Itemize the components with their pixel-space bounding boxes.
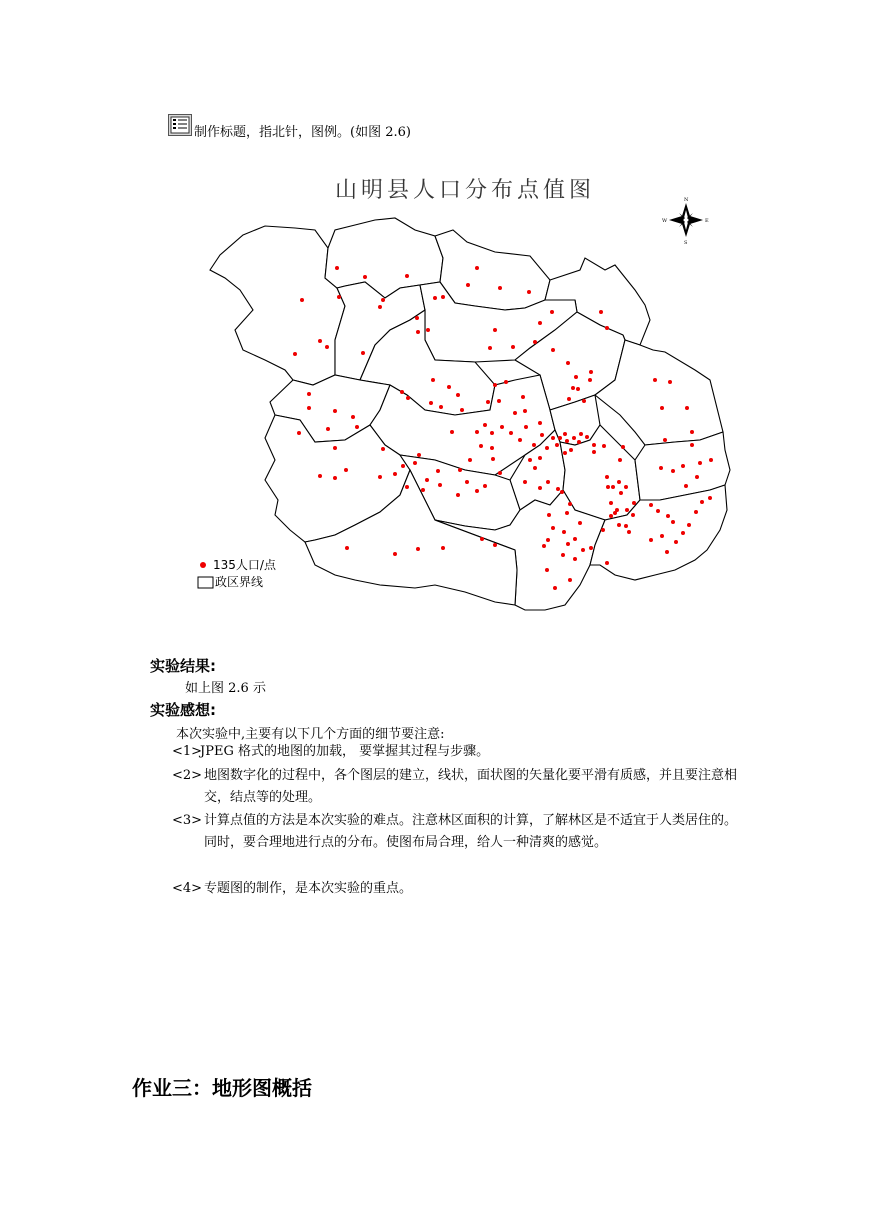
legend-tool-icon (168, 114, 192, 136)
map-title: 山明县人口分布点值图 (335, 178, 596, 203)
population-dot (504, 380, 508, 384)
region-n2 (435, 230, 550, 310)
population-dot (533, 466, 537, 470)
population-dot (363, 275, 367, 279)
population-dot (351, 415, 355, 419)
population-dot (475, 266, 479, 270)
population-dot (690, 443, 694, 447)
population-dot (558, 436, 562, 440)
population-dot (566, 542, 570, 546)
population-dot (378, 305, 382, 309)
population-dot (542, 544, 546, 548)
population-dot (456, 493, 460, 497)
population-dot (491, 457, 495, 461)
population-dot (405, 274, 409, 278)
map-legend (198, 557, 277, 589)
reflection-intro: 本次实验中,主要有以下几个方面的细节要注意: (176, 727, 445, 742)
population-dot (439, 405, 443, 409)
population-dot (547, 513, 551, 517)
population-dot (609, 501, 613, 505)
population-dot (361, 351, 365, 355)
population-dot (671, 469, 675, 473)
population-dot (561, 553, 565, 557)
population-dot (611, 485, 615, 489)
population-dot (563, 432, 567, 436)
population-dot (456, 393, 460, 397)
population-dot (466, 283, 470, 287)
population-dot (546, 538, 550, 542)
population-dot (695, 475, 699, 479)
population-dot (649, 503, 653, 507)
population-dot (577, 440, 581, 444)
population-dot (318, 339, 322, 343)
population-dot (605, 561, 609, 565)
population-dot (381, 298, 385, 302)
population-dot (479, 444, 483, 448)
population-dot (618, 458, 622, 462)
population-dot (433, 296, 437, 300)
population-dot (649, 538, 653, 542)
population-dot (582, 399, 586, 403)
population-dot (553, 586, 557, 590)
population-dot (540, 433, 544, 437)
population-dot (602, 444, 606, 448)
population-dot (528, 458, 532, 462)
population-dot (450, 430, 454, 434)
population-dot (518, 438, 522, 442)
population-dot (551, 348, 555, 352)
population-dot (631, 513, 635, 517)
population-dot (694, 510, 698, 514)
population-dot (381, 447, 385, 451)
population-dot (568, 578, 572, 582)
map-regions (210, 218, 730, 610)
list-item-text: 地图数字化的过程中，各个图层的建立，线状，面状图的矢量化要平滑有质感，并且要注意相交，结点等的处理。 (204, 768, 738, 805)
population-dot (571, 386, 575, 390)
legend-boundary-icon (198, 577, 213, 588)
population-dot (333, 446, 337, 450)
population-dot (567, 397, 571, 401)
population-dot (589, 546, 593, 550)
population-dot (538, 456, 542, 460)
population-dot (297, 431, 301, 435)
population-dot (524, 425, 528, 429)
population-dot (436, 469, 440, 473)
population-dot (599, 310, 603, 314)
population-dot (490, 431, 494, 435)
list-item-number: <3> (172, 813, 203, 828)
population-dot (400, 390, 404, 394)
population-dot (406, 396, 410, 400)
population-dot (521, 395, 525, 399)
population-dot (415, 316, 419, 320)
population-dot (523, 480, 527, 484)
compass-e: E (705, 218, 709, 224)
population-dot (300, 298, 304, 302)
population-dot (483, 484, 487, 488)
population-dot (568, 502, 572, 506)
population-dot (475, 489, 479, 493)
population-dot (625, 508, 629, 512)
list-item-text: 专题图的制作，是本次实验的重点。 (204, 881, 413, 896)
population-dot (556, 487, 560, 491)
population-dot (438, 483, 442, 487)
population-dot (560, 490, 564, 494)
population-dot (307, 392, 311, 396)
population-dot (293, 352, 297, 356)
population-dot (511, 345, 515, 349)
population-dot (538, 486, 542, 490)
list-item-text: JPEG 格式的地图的加载， 要掌握其过程与步骤。 (200, 744, 490, 759)
population-dot (700, 500, 704, 504)
population-dot (326, 427, 330, 431)
population-dot (307, 406, 311, 410)
population-dot (416, 547, 420, 551)
population-dot (486, 400, 490, 404)
population-dot (513, 411, 517, 415)
population-dot (488, 346, 492, 350)
population-dot (605, 326, 609, 330)
population-dot (333, 409, 337, 413)
population-dot (572, 436, 576, 440)
population-dot (533, 340, 537, 344)
population-dot (401, 464, 405, 468)
population-dot (493, 543, 497, 547)
population-dot (318, 474, 322, 478)
population-dot (538, 421, 542, 425)
population-dot (497, 399, 501, 403)
population-dot (413, 461, 417, 465)
population-dot (666, 514, 670, 518)
population-dot (681, 531, 685, 535)
population-dot (426, 328, 430, 332)
population-dot (429, 401, 433, 405)
population-dot (498, 286, 502, 290)
results-text: 如上图 2.6 示 (185, 681, 266, 696)
population-dot (684, 484, 688, 488)
population-dot (421, 488, 425, 492)
population-dot (621, 445, 625, 449)
population-dot (617, 523, 621, 527)
population-dot (665, 550, 669, 554)
reflection-heading: 实验感想: (150, 701, 216, 719)
population-dot (613, 511, 617, 515)
results-heading: 实验结果: (150, 657, 216, 675)
population-dot (624, 524, 628, 528)
population-dot (698, 461, 702, 465)
population-dot (441, 295, 445, 299)
population-dot (579, 432, 583, 436)
population-dot (532, 443, 536, 447)
population-dot (619, 491, 623, 495)
population-dot (687, 523, 691, 527)
population-dot (581, 548, 585, 552)
population-dot (592, 450, 596, 454)
intro-text: 制作标题，指北针，图例。(如图 2.6) (194, 125, 411, 140)
population-dot (663, 438, 667, 442)
population-dot (681, 464, 685, 468)
population-dot (431, 378, 435, 382)
population-dot (592, 443, 596, 447)
population-dot (498, 471, 502, 475)
population-dot (601, 528, 605, 532)
population-dot (656, 509, 660, 513)
population-dot (335, 266, 339, 270)
population-dot (490, 446, 494, 450)
population-dot (441, 546, 445, 550)
population-dot (475, 430, 479, 434)
population-dot (483, 423, 487, 427)
population-dot (578, 521, 582, 525)
population-dot (468, 458, 472, 462)
list-item-number: <4> (172, 881, 203, 896)
population-dot (585, 435, 589, 439)
population-dot (551, 436, 555, 440)
population-dot (393, 552, 397, 556)
compass-w: W (662, 218, 668, 224)
population-dot (545, 446, 549, 450)
compass-n: N (684, 197, 689, 203)
population-dot (550, 310, 554, 314)
population-dot (668, 380, 672, 384)
legend-dot-label: 135人口/点 (213, 558, 276, 572)
population-dot (344, 468, 348, 472)
population-dot (480, 537, 484, 541)
north-arrow-icon (662, 197, 709, 246)
population-dot (562, 530, 566, 534)
population-dot (465, 480, 469, 484)
population-dot (659, 466, 663, 470)
population-dot (685, 406, 689, 410)
population-dot (660, 534, 664, 538)
population-dot (393, 472, 397, 476)
region-nw (210, 226, 345, 385)
population-dot (609, 514, 613, 518)
population-dot (632, 501, 636, 505)
population-dot (709, 458, 713, 462)
population-dot (566, 361, 570, 365)
population-dot (345, 546, 349, 550)
population-dot (573, 557, 577, 561)
population-dot (589, 370, 593, 374)
population-dot (337, 295, 341, 299)
population-dot (493, 328, 497, 332)
population-dot (460, 408, 464, 412)
population-dot (606, 485, 610, 489)
list-item-text: 计算点值的方法是本次实验的难点。注意林区面积的计算，了解林区是不适宜于人类居住的。同时，要合理地进行点的分布。使图布局合理，给人一种清爽的感觉。 (204, 813, 738, 850)
population-dot (523, 409, 527, 413)
population-dot (573, 537, 577, 541)
population-dot (355, 425, 359, 429)
population-dot (671, 520, 675, 524)
legend-dot-icon (200, 562, 206, 568)
population-dot (565, 511, 569, 515)
list-item-number: <1> (172, 744, 203, 759)
population-dot (325, 345, 329, 349)
population-dot (527, 290, 531, 294)
population-dot (333, 476, 337, 480)
compass-s: S (684, 240, 688, 246)
population-dot-map (195, 170, 740, 625)
population-dot (624, 485, 628, 489)
population-dot (674, 540, 678, 544)
population-dot (447, 385, 451, 389)
population-dot (569, 448, 573, 452)
population-dot (563, 451, 567, 455)
population-dot (660, 406, 664, 410)
population-dot (378, 475, 382, 479)
population-dot (500, 425, 504, 429)
population-dot (627, 530, 631, 534)
population-dot (405, 485, 409, 489)
population-dot (605, 475, 609, 479)
list-item-number: <2> (172, 768, 203, 783)
population-dot (425, 478, 429, 482)
population-dot (574, 375, 578, 379)
population-dot (551, 526, 555, 530)
population-dot (653, 378, 657, 382)
population-dot (417, 453, 421, 457)
legend-boundary-label: 政区界线 (215, 575, 264, 589)
homework-title: 作业三：地形图概括 (132, 1076, 312, 1100)
population-dot (546, 480, 550, 484)
population-dot (509, 431, 513, 435)
population-dot (690, 430, 694, 434)
population-dot (708, 496, 712, 500)
population-dot (458, 468, 462, 472)
population-dot (555, 443, 559, 447)
population-dot (576, 387, 580, 391)
population-dot (545, 568, 549, 572)
population-dot (538, 321, 542, 325)
population-dot (588, 378, 592, 382)
population-dot (617, 480, 621, 484)
population-dot (416, 330, 420, 334)
population-dot (493, 383, 497, 387)
population-dot (565, 439, 569, 443)
